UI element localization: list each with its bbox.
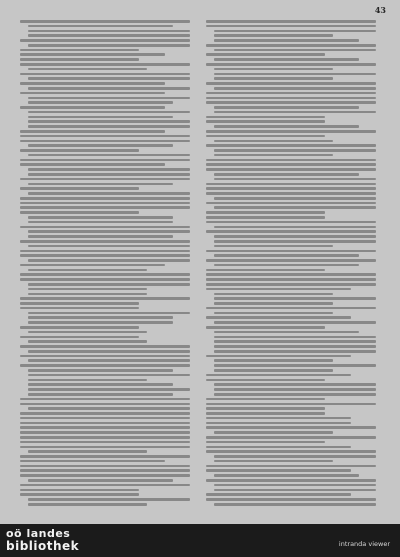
text-line [28,216,173,219]
text-line [28,144,173,147]
text-line [214,73,376,76]
text-line [20,73,190,76]
text-line [214,345,376,348]
text-line [28,374,190,377]
text-line [28,316,173,319]
text-line [206,465,376,468]
text-line [206,168,376,171]
text-line [28,350,190,353]
text-line [20,53,165,56]
text-line [20,465,190,468]
text-line [28,30,190,33]
text-line [28,245,190,248]
text-line [206,192,376,195]
text-line [28,168,190,171]
text-line [20,106,165,109]
text-line [28,101,173,104]
text-line [28,340,147,343]
viewer-label: intranda viewer [338,540,390,548]
text-line [28,359,190,362]
text-line [214,302,333,305]
text-line [28,125,190,128]
text-line [28,183,173,186]
text-line [206,269,325,272]
text-line [214,206,376,209]
text-line [20,398,190,401]
text-line [214,58,359,61]
text-line [214,68,333,71]
text-line [20,431,190,434]
text-line [214,178,376,181]
text-line [20,264,165,267]
text-line [20,474,190,477]
text-line [28,479,173,482]
text-line [28,97,190,100]
text-line [206,412,325,415]
text-line [206,278,376,281]
text-line [206,97,376,100]
text-line [20,39,190,42]
text-line [20,178,190,181]
text-line [206,479,376,482]
text-line [214,49,376,52]
text-line [28,25,173,28]
text-line [28,68,147,71]
text-line [214,154,333,157]
text-line [214,87,376,90]
text-line [214,149,376,152]
text-line [206,469,351,472]
text-line [206,20,376,23]
text-line [214,125,359,128]
text-column-right [206,20,376,508]
text-line [214,455,376,458]
text-line [206,211,325,214]
text-line [28,259,190,262]
text-line [28,312,190,315]
text-line [20,254,190,257]
text-line [214,293,333,296]
text-line [214,460,333,463]
text-line [214,245,333,248]
text-line [214,197,376,200]
text-line [214,331,359,334]
text-line [20,240,190,243]
text-line [20,302,139,305]
text-line [214,336,376,339]
text-line [214,431,333,434]
text-line [206,355,351,358]
text-line [214,297,376,300]
text-line [28,321,173,324]
text-line [28,235,173,238]
text-line [214,393,376,396]
text-line [20,159,190,162]
text-line [28,450,147,453]
logo-line-1: oö landes [6,527,71,540]
text-line [214,474,359,477]
text-line [214,106,359,109]
text-line [206,135,325,138]
text-line [206,446,351,449]
text-line [20,297,190,300]
text-line [206,250,376,253]
text-line [28,331,147,334]
text-line [28,87,190,90]
text-line [20,460,165,463]
text-line [206,493,351,496]
text-column-left [20,20,190,508]
text-line [28,120,190,123]
text-line [214,489,376,492]
text-line [20,326,139,329]
text-line [214,503,376,506]
text-line [28,407,190,410]
text-line [28,288,147,291]
text-line [20,345,190,348]
text-line [20,417,190,420]
text-line [206,144,376,147]
text-line [206,101,376,104]
text-line [206,183,376,186]
text-line [28,192,190,195]
page-number: 43 [374,5,386,15]
text-line [206,116,325,119]
text-line [206,374,351,377]
text-line [206,63,376,66]
text-line [206,403,376,406]
text-line [20,441,190,444]
text-line [28,293,147,296]
text-line [20,355,190,358]
text-line [206,130,376,133]
text-line [206,283,376,286]
text-line [20,211,139,214]
text-line [206,417,351,420]
text-line [206,202,376,205]
text-line [206,187,376,190]
text-line [28,111,190,114]
text-line [20,135,190,138]
text-line [20,250,190,253]
text-line [20,226,190,229]
text-line [20,364,190,367]
text-line [20,446,190,449]
text-line [206,159,376,162]
text-line [206,407,325,410]
text-line [20,493,139,496]
text-line [20,49,139,52]
text-line [214,312,333,315]
text-line [214,383,376,386]
text-line [206,25,376,28]
text-line [20,426,190,429]
text-line [28,498,190,501]
text-line [28,44,190,47]
text-line [28,283,190,286]
text-line [28,77,190,80]
text-line [206,53,325,56]
text-line [20,202,190,205]
text-line [214,226,376,229]
text-line [28,383,173,386]
text-line [214,39,359,42]
text-line [28,388,190,391]
text-line [214,359,333,362]
text-line [206,92,376,95]
text-line [20,163,165,166]
text-line [20,307,139,310]
text-line [28,503,147,506]
text-line [20,336,139,339]
text-line [214,264,359,267]
text-line [214,364,376,367]
text-line [20,149,139,152]
text-line [214,321,376,324]
text-line [214,254,359,257]
logo-line-2: bibliothek [6,539,80,553]
text-line [206,426,376,429]
text-line [206,326,325,329]
text-line [206,498,376,501]
text-line [28,221,173,224]
text-line [20,489,139,492]
text-line [28,154,190,157]
text-line [206,441,325,444]
text-line [214,235,376,238]
text-line [20,82,165,85]
text-line [20,58,139,61]
text-line [206,216,325,219]
text-line [214,369,333,372]
text-line [28,34,190,37]
text-line [20,412,190,415]
text-line [20,92,165,95]
text-line [206,221,376,224]
text-line [20,422,190,425]
text-line [20,455,190,458]
text-line [214,111,376,114]
text-line [206,82,376,85]
text-line [20,273,190,276]
text-line [28,369,173,372]
text-line [20,436,190,439]
text-line [20,469,190,472]
text-line [28,230,190,233]
text-line [206,450,376,453]
text-line [206,120,325,123]
text-line [214,34,333,37]
text-line [206,230,376,233]
text-line [214,240,376,243]
text-line [214,173,359,176]
text-line [206,273,376,276]
text-line [28,173,190,176]
text-line [206,316,351,319]
text-line [214,77,333,80]
text-line [206,436,376,439]
text-line [206,379,325,382]
text-line [206,44,376,47]
text-line [214,350,376,353]
text-line [28,393,173,396]
text-line [214,140,333,143]
library-logo[interactable] [6,528,79,552]
text-line [206,307,376,310]
text-line [20,278,190,281]
text-line [206,398,325,401]
text-line [20,484,190,487]
text-line [20,206,190,209]
text-line [28,379,147,382]
text-line [214,484,376,487]
text-line [206,163,376,166]
text-line [28,269,147,272]
text-line [28,116,173,119]
text-line [20,20,190,23]
text-line [214,340,376,343]
text-line [20,403,190,406]
text-line [20,140,190,143]
text-line [20,130,165,133]
text-line [20,197,190,200]
text-line [206,422,351,425]
text-line [214,30,376,33]
text-line [20,63,190,66]
text-line [214,388,376,391]
text-line [20,187,139,190]
text-line [206,288,351,291]
text-line [206,259,376,262]
